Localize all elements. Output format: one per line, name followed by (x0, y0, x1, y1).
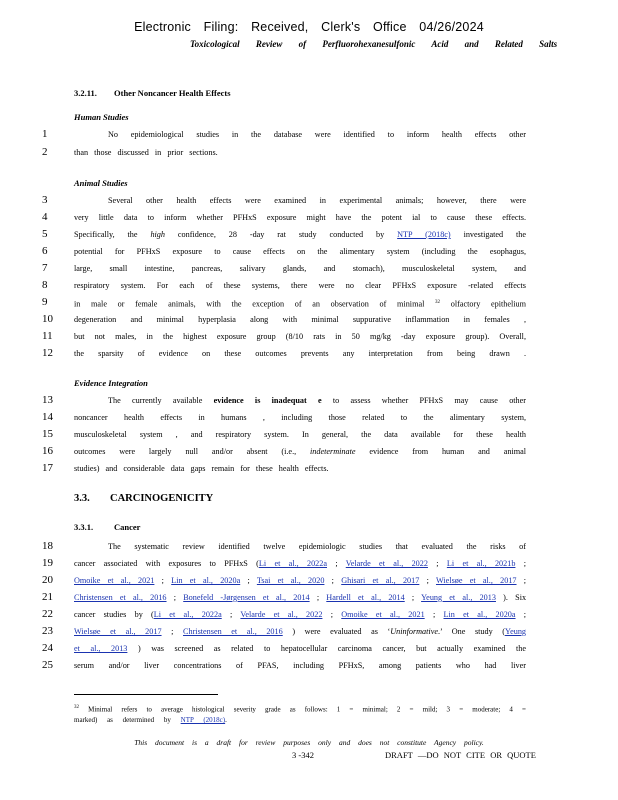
text-line: 5 Specifically, the high confidence, 28 -day rat study conducted by NTP (2018c) investigated the (42, 228, 526, 240)
subheading-evidence-integration: Evidence Integration (74, 378, 148, 388)
draft-disclaimer: This document is a draft for review purposes only and does not constitute Agency policy. (134, 738, 484, 747)
text-line: 21 Christensen et al., 2016 ; Bonefeld -Jørgensen et al., 2014 ; Hardell et al., 2014 ; Yeung et al., 2013 ). Six (42, 591, 526, 603)
text-line: 24 et al., 2013 ) was screened as related to hepatocellular carcinoma cancer, but actually examined the (42, 642, 526, 654)
citation-link[interactable]: Li et al., 2021b (446, 559, 516, 568)
text-line: 22 cancer studies by (Li et al., 2022a ; Velarde et al., 2022 ; Omoike et al., 2021 ; Lin et al., 2020a ; (42, 608, 526, 620)
footnote: $^{32}$ Minimal refers to average histological severity grade as follows: 1 = minimal; 2 = mild; 3 = moderate; 4 = (74, 705, 526, 714)
citation-link[interactable]: Ghisari et al., 2017 (341, 576, 420, 585)
text-line: 13 The currently available evidence is inadequat e to assess whether PFHxS may cause other (42, 394, 526, 406)
text-line: 11 but not males, in the highest exposure group (8/10 rats in 50 mg/kg -day exposure group). Overall, (42, 330, 526, 342)
page-number: 3 -342 (292, 750, 314, 760)
citation-link[interactable]: Velarde et al., 2022 (345, 559, 428, 568)
citation-link[interactable]: Wielsøe et al., 2017 (435, 576, 517, 585)
citation-link[interactable]: Lin et al., 2020a (443, 610, 516, 619)
citation-link[interactable]: Wielsøe et al., 2017 (74, 627, 162, 636)
citation-link[interactable]: Yeung et al., 2013 (421, 593, 496, 602)
citation-link[interactable]: Hardell et al., 2014 (326, 593, 405, 602)
citation-link[interactable]: Omoike et al., 2021 (74, 576, 155, 585)
subheading-human-studies: Human Studies (74, 112, 129, 122)
section-heading-3-3-1: 3.3.1. Cancer (74, 522, 141, 532)
citation-link[interactable]: Omoike et al., 2021 (341, 610, 425, 619)
citation-link[interactable]: Li et al., 2022a (258, 559, 327, 568)
text-line: 23 Wielsøe et al., 2017 ; Christensen et al., 2016 ) were evaluated as ‘Uninformative.’ One study (Yeung (42, 625, 526, 637)
citation-link[interactable]: Velarde et al., 2022 (240, 610, 323, 619)
text-line: 20 Omoike et al., 2021 ; Lin et al., 2020a ; Tsai et al., 2020 ; Ghisari et al., 2017 ; Wielsøe et al., 2017 ; (42, 574, 526, 586)
subheading-animal-studies: Animal Studies (74, 178, 128, 188)
text-line: 18 The systematic review identified twelve epidemiologic studies that evaluated the risks of (42, 540, 526, 552)
text-line: 10 degeneration and minimal hyperplasia along with minimal suppurative inflammation in females , (42, 313, 526, 325)
footnote-continuation: marked) as determined by NTP (2018c). (74, 716, 227, 724)
footnote-separator (74, 694, 218, 695)
citation-link[interactable]: NTP (2018c) (397, 230, 451, 239)
citation-link[interactable]: Christensen et al., 2016 (74, 593, 167, 602)
citation-link[interactable]: Li et al., 2022a (153, 610, 222, 619)
text-line: 15 musculoskeletal system , and respiratory system. In general, the data available for these health (42, 428, 526, 440)
text-line: 19 cancer associated with exposures to PFHxS (Li et al., 2022a ; Velarde et al., 2022 ; Li et al., 2021b ; (42, 557, 526, 569)
text-line: 16 outcomes were largely null and/or absent (i.e., indeterminate evidence from human and animal (42, 445, 526, 457)
text-line: 9 in male or female animals, with the exception of an observation of minimal $^{32}$ olfactory epithelium (42, 296, 526, 309)
footnote-marker: 32 (435, 300, 441, 305)
text-line: 2 than those discussed in prior sections. (42, 146, 218, 158)
citation-link[interactable]: Bonefeld -Jørgensen et al., 2014 (183, 593, 310, 602)
text-line: 6 potential for PFHxS exposure to cause effects on the alimentary system (including the esophagus, (42, 245, 526, 257)
text-line: 17 studies) and considerable data gaps remain for these health effects. (42, 462, 329, 474)
citation-link[interactable]: NTP (2018c) (180, 716, 226, 724)
draft-notice: DRAFT —DO NOT CITE OR QUOTE (385, 750, 536, 760)
text-line: 1 No epidemiological studies in the database were identified to inform health effects other (42, 128, 526, 140)
text-line: 25 serum and/or liver concentrations of PFAS, including PFHxS, among patients who had liver (42, 659, 526, 671)
section-heading-3-2-11: 3.2.11. Other Noncancer Health Effects (74, 88, 231, 98)
text-line: 7 large, small intestine, pancreas, salivary glands, and stomach), musculoskeletal system, and (42, 262, 526, 274)
running-header-title: Toxicological Review of Perfluorohexanesulfonic Acid and Related Salts (190, 39, 558, 49)
text-line: 8 respiratory system. For each of these systems, there were no clear PFHxS exposure -related effects (42, 279, 526, 291)
citation-link[interactable]: Yeung (505, 627, 526, 636)
citation-link[interactable]: et al., 2013 (74, 644, 128, 653)
citation-link[interactable]: Tsai et al., 2020 (256, 576, 325, 585)
section-heading-3-3: 3.3. CARCINOGENICITY (74, 493, 214, 504)
filing-stamp: Electronic Filing: Received, Clerk's Office 04/26/2024 (134, 20, 484, 34)
text-line: 4 very little data to inform whether PFHxS exposure might have the potent ial to cause these effects. (42, 211, 526, 223)
text-line: 3 Several other health effects were examined in experimental animals; however, there were (42, 194, 526, 206)
text-line: 14 noncancer health effects in humans , including those related to the alimentary system, (42, 411, 526, 423)
text-line: 12 the sparsity of evidence on these outcomes prevents any interpretation from being drawn . (42, 347, 526, 359)
citation-link[interactable]: Lin et al., 2020a (171, 576, 241, 585)
citation-link[interactable]: Christensen et al., 2016 (183, 627, 283, 636)
